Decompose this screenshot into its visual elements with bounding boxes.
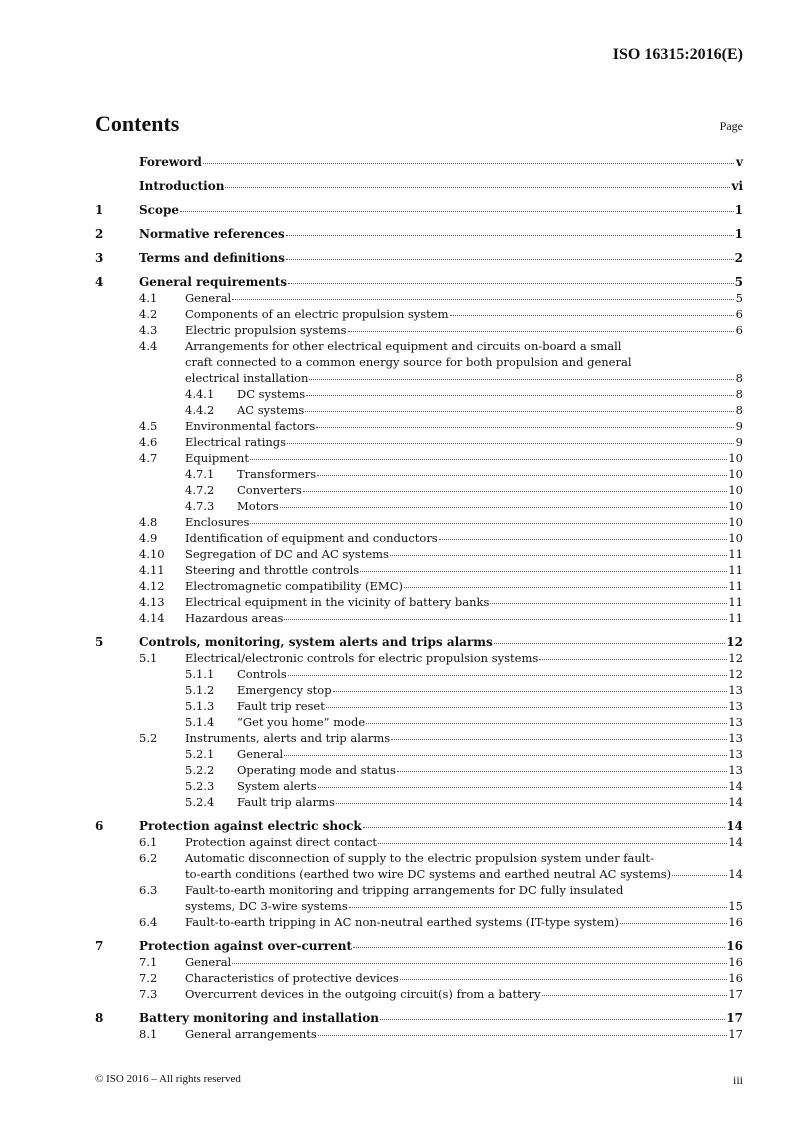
dot-leader xyxy=(542,994,728,996)
toc-entry-number: 4.4 xyxy=(139,339,158,353)
toc-entry-number: 4.12 xyxy=(139,579,165,593)
toc-entry[interactable] xyxy=(95,898,743,914)
toc-entry-title[interactable]: General arrangements xyxy=(185,1027,317,1041)
toc-entry-number: 6.1 xyxy=(139,835,158,849)
toc-entry-number: 8 xyxy=(95,1011,104,1025)
dot-leader xyxy=(309,378,734,380)
toc-entry-page: 11 xyxy=(728,563,743,577)
toc-entry-number: 6.4 xyxy=(139,915,158,929)
dot-leader xyxy=(633,363,734,364)
dot-leader xyxy=(622,347,734,348)
toc-entry[interactable] xyxy=(95,338,743,354)
page-number: iii xyxy=(732,1073,743,1087)
document-id: ISO 16315:2016(E) xyxy=(612,46,743,63)
dot-leader xyxy=(286,258,734,260)
toc-entry-page: v xyxy=(736,155,743,169)
toc-entry-title[interactable]: Controls xyxy=(237,667,287,681)
toc-entry-number: 7 xyxy=(95,939,104,953)
toc-entry-page: 11 xyxy=(728,547,743,561)
toc-entry-title[interactable]: Foreword xyxy=(139,155,202,169)
toc-entry[interactable] xyxy=(95,386,743,402)
dot-leader xyxy=(348,330,734,332)
toc-entry-page: 8 xyxy=(735,403,743,417)
toc-entry-title[interactable]: Battery monitoring and installation xyxy=(139,1011,379,1025)
toc-entry-title[interactable]: Characteristics of protective devices xyxy=(185,971,399,985)
toc-entry[interactable] xyxy=(95,370,743,386)
toc-entry-title[interactable]: System alerts xyxy=(237,779,317,793)
toc-entry-number: 5 xyxy=(95,635,104,649)
toc-entry[interactable] xyxy=(95,498,743,514)
copyright-notice: © ISO 2016 – All rights reserved xyxy=(95,1073,241,1085)
toc-entry[interactable] xyxy=(95,546,743,562)
toc-entry-page: 6 xyxy=(735,307,743,321)
toc-entry-number: 5.2.3 xyxy=(185,779,215,793)
toc-entry-number: 5.2 xyxy=(139,731,158,745)
toc-entry-page: 5 xyxy=(734,275,743,289)
dot-leader xyxy=(360,570,727,572)
toc-entry-page: 12 xyxy=(728,667,743,681)
toc-entry-page: vi xyxy=(731,179,743,193)
page-column-label: Page xyxy=(719,119,743,133)
toc-entry[interactable] xyxy=(95,274,743,290)
toc-entry-title[interactable]: Controls, monitoring, system alerts and trips alarms xyxy=(139,635,493,649)
dot-leader xyxy=(286,234,734,236)
toc-entry[interactable] xyxy=(95,402,743,418)
toc-entry-page: 13 xyxy=(728,763,743,777)
dot-leader xyxy=(180,210,734,212)
toc-entry-page: 17 xyxy=(726,1011,743,1025)
toc-entry-page: 5 xyxy=(735,291,743,305)
toc-entry[interactable] xyxy=(95,866,743,882)
dot-leader xyxy=(232,962,727,964)
toc-entry-page: 9 xyxy=(735,435,743,449)
toc-entry-title[interactable]: Normative references xyxy=(139,227,285,241)
dot-leader xyxy=(203,162,734,164)
toc-entry-page: 10 xyxy=(728,451,743,465)
toc-entry-number: 4.4.1 xyxy=(185,387,215,401)
toc-entry-title[interactable]: Fault-to-earth tripping in AC non-neutral earthed systems (IT-type system) xyxy=(185,915,619,929)
toc-entry-number: 5.2.2 xyxy=(185,763,215,777)
dot-leader xyxy=(284,618,727,620)
toc-entry[interactable] xyxy=(95,834,743,850)
toc-entry-page: 16 xyxy=(726,939,743,953)
toc-entry-title[interactable]: Instruments, alerts and trip alarms xyxy=(185,731,391,745)
toc-entry[interactable] xyxy=(95,1010,743,1026)
toc-entry-title[interactable]: DC systems xyxy=(237,387,306,401)
dot-leader xyxy=(494,642,726,644)
toc-entry-title[interactable]: Hazardous areas xyxy=(185,611,284,625)
toc-entry-page: 1 xyxy=(734,227,743,241)
toc-entry-page: 10 xyxy=(728,515,743,529)
toc-entry-page: 13 xyxy=(728,715,743,729)
dot-leader xyxy=(333,690,728,692)
toc-entry-title[interactable]: Protection against electric shock xyxy=(139,819,362,833)
toc-entry-title[interactable]: Operating mode and status xyxy=(237,763,396,777)
toc-entry[interactable] xyxy=(95,954,743,970)
toc-entry-title[interactable]: systems, DC 3-wire systems xyxy=(185,899,348,913)
dot-leader xyxy=(316,426,734,428)
toc-entry-number: 5.1.3 xyxy=(185,699,215,713)
toc-entry[interactable] xyxy=(95,634,743,650)
dot-leader xyxy=(232,298,734,300)
dot-leader xyxy=(391,738,727,740)
dot-leader xyxy=(353,946,725,948)
dot-leader xyxy=(439,538,728,540)
toc-entry-page: 14 xyxy=(726,819,743,833)
toc-entry[interactable] xyxy=(95,778,743,794)
toc-entry[interactable] xyxy=(95,466,743,482)
toc-entry-number: 7.2 xyxy=(139,971,158,985)
toc-entry-title[interactable]: Protection against direct contact xyxy=(185,835,378,849)
toc-entry-page: 14 xyxy=(728,835,743,849)
dot-leader xyxy=(280,506,728,508)
toc-entry-number: 5.1 xyxy=(139,651,158,665)
toc-entry-title[interactable]: AC systems xyxy=(237,403,305,417)
toc-entry-title[interactable]: Fault trip reset xyxy=(237,699,325,713)
toc-entry-number: 5.2.1 xyxy=(185,747,215,761)
toc-entry[interactable] xyxy=(95,986,743,1002)
toc-entry-page: 16 xyxy=(728,971,743,985)
toc-entry-number: 4.9 xyxy=(139,531,158,545)
dot-leader xyxy=(672,874,727,876)
toc-entry-number: 4.10 xyxy=(139,547,165,561)
toc-entry-number: 1 xyxy=(95,203,104,217)
toc-entry[interactable] xyxy=(95,450,743,466)
toc-entry[interactable] xyxy=(95,850,743,866)
toc-entry-page: 16 xyxy=(728,915,743,929)
toc-entry[interactable] xyxy=(95,914,743,930)
toc-entry[interactable] xyxy=(95,178,743,194)
toc-entry-title[interactable]: electrical installation xyxy=(185,371,309,385)
toc-entry-number: 4.14 xyxy=(139,611,165,625)
toc-entry[interactable] xyxy=(95,762,743,778)
toc-entry[interactable] xyxy=(95,714,743,730)
toc-entry[interactable] xyxy=(95,202,743,218)
toc-entry[interactable] xyxy=(95,290,743,306)
toc-entry-title[interactable]: Fault-to-earth monitoring and tripping arrangements for DC fully insulated xyxy=(185,883,624,897)
toc-entry-number: 4.5 xyxy=(139,419,158,433)
toc-entry[interactable] xyxy=(95,818,743,834)
toc-entry[interactable] xyxy=(95,794,743,810)
toc-entry-page: 6 xyxy=(735,323,743,337)
toc-entry-title[interactable]: General xyxy=(185,955,232,969)
toc-entry-title[interactable]: Electrical/electronic controls for electric propulsion systems xyxy=(185,651,539,665)
toc-entry-number: 5.1.1 xyxy=(185,667,215,681)
toc-entry[interactable] xyxy=(95,666,743,682)
toc-entry[interactable] xyxy=(95,882,743,898)
toc-entry-page: 1 xyxy=(734,203,743,217)
toc-entry-title[interactable]: Converters xyxy=(237,483,302,497)
toc-entry[interactable] xyxy=(95,226,743,242)
toc-entry-page: 16 xyxy=(728,955,743,969)
toc-entry-title[interactable]: Introduction xyxy=(139,179,225,193)
toc-entry-page: 17 xyxy=(728,987,743,1001)
dot-leader xyxy=(317,474,727,476)
toc-entry-number: 4.7.2 xyxy=(185,483,215,497)
toc-entry[interactable] xyxy=(95,154,743,170)
toc-entry-page: 11 xyxy=(728,579,743,593)
dot-leader xyxy=(326,706,727,708)
toc-entry[interactable] xyxy=(95,746,743,762)
toc-entry-page: 13 xyxy=(728,731,743,745)
dot-leader xyxy=(655,859,734,860)
toc-entry-number: 7.1 xyxy=(139,955,158,969)
dot-leader xyxy=(400,978,727,980)
dot-leader xyxy=(305,410,734,412)
toc-entry[interactable] xyxy=(95,730,743,746)
toc-entry-page: 15 xyxy=(728,899,743,913)
toc-entry-number: 4.7 xyxy=(139,451,158,465)
toc-entry-number: 6.2 xyxy=(139,851,158,865)
toc-entry-title[interactable]: Equipment xyxy=(185,451,249,465)
toc-entry-title[interactable]: Overcurrent devices in the outgoing circuit(s) from a battery xyxy=(185,987,541,1001)
dot-leader xyxy=(250,522,727,524)
toc-entry-number: 4.7.1 xyxy=(185,467,215,481)
toc-entry-page: 13 xyxy=(728,747,743,761)
toc-entry[interactable] xyxy=(95,306,743,322)
toc-entry[interactable] xyxy=(95,562,743,578)
toc-entry-title[interactable]: Enclosures xyxy=(185,515,250,529)
toc-entry-number: 3 xyxy=(95,251,104,265)
toc-entry[interactable] xyxy=(95,698,743,714)
toc-entry[interactable] xyxy=(95,970,743,986)
dot-leader xyxy=(539,658,727,660)
toc-entry[interactable] xyxy=(95,682,743,698)
toc-entry-page: 14 xyxy=(728,867,743,881)
toc-entry-page: 9 xyxy=(735,419,743,433)
toc-entry-title[interactable]: Electromagnetic compatibility (EMC) xyxy=(185,579,403,593)
toc-entry-number: 4.1 xyxy=(139,291,158,305)
toc-entry-number: 4.3 xyxy=(139,323,158,337)
dot-leader xyxy=(366,722,727,724)
toc-entry-number: 6 xyxy=(95,819,104,833)
table-of-contents xyxy=(95,154,743,1042)
dot-leader xyxy=(288,282,734,284)
toc-entry-page: 12 xyxy=(726,635,743,649)
toc-entry-title[interactable]: Fault trip alarms xyxy=(237,795,335,809)
toc-entry-number: 4.6 xyxy=(139,435,158,449)
toc-entry-title[interactable]: Emergency stop xyxy=(237,683,332,697)
toc-entry-number: 4 xyxy=(95,275,104,289)
toc-entry-page: 17 xyxy=(728,1027,743,1041)
toc-entry-number: 8.1 xyxy=(139,1027,158,1041)
dot-leader xyxy=(380,1018,725,1020)
toc-entry[interactable] xyxy=(95,1026,743,1042)
toc-entry-page: 13 xyxy=(728,683,743,697)
toc-entry-title[interactable]: Identification of equipment and conductors xyxy=(185,531,438,545)
toc-entry[interactable] xyxy=(95,434,743,450)
toc-entry-title[interactable]: Scope xyxy=(139,203,180,217)
toc-entry-title[interactable]: Segregation of DC and AC systems xyxy=(185,547,389,561)
toc-entry-title[interactable]: General xyxy=(185,291,232,305)
dot-leader xyxy=(318,1034,728,1036)
toc-entry[interactable] xyxy=(95,354,743,370)
toc-entry-page: 2 xyxy=(734,251,743,265)
toc-entry-title[interactable]: Arrangements for other electrical equipment and circuits on-board a small xyxy=(185,339,622,353)
toc-entry-page: 14 xyxy=(728,795,743,809)
toc-entry-number: 5.1.2 xyxy=(185,683,215,697)
dot-leader xyxy=(336,802,727,804)
toc-entry-page: 10 xyxy=(728,531,743,545)
toc-entry-title[interactable]: Terms and definitions xyxy=(139,251,285,265)
toc-entry[interactable] xyxy=(95,610,743,626)
contents-heading: Contents xyxy=(95,111,180,136)
toc-entry[interactable] xyxy=(95,418,743,434)
toc-entry[interactable] xyxy=(95,482,743,498)
toc-entry-title[interactable]: Electrical equipment in the vicinity of battery banks xyxy=(185,595,490,609)
toc-entry-number: 4.4.2 xyxy=(185,403,215,417)
toc-entry-number: 4.11 xyxy=(139,563,165,577)
dot-leader xyxy=(306,394,734,396)
toc-entry[interactable] xyxy=(95,594,743,610)
toc-entry-number: 4.8 xyxy=(139,515,158,529)
toc-entry-title[interactable]: Electric propulsion systems xyxy=(185,323,347,337)
toc-entry-title[interactable]: “Get you home” mode xyxy=(237,715,366,729)
toc-entry-title[interactable]: Environmental factors xyxy=(185,419,316,433)
dot-leader xyxy=(288,674,728,676)
toc-entry-title[interactable]: Components of an electric propulsion system xyxy=(185,307,449,321)
toc-entry[interactable] xyxy=(95,530,743,546)
toc-entry[interactable] xyxy=(95,250,743,266)
dot-leader xyxy=(450,314,734,316)
toc-entry-number: 7.3 xyxy=(139,987,158,1001)
toc-entry-title[interactable]: Steering and throttle controls xyxy=(185,563,360,577)
toc-entry-number: 4.13 xyxy=(139,595,165,609)
toc-entry-number: 5.1.4 xyxy=(185,715,215,729)
dot-leader xyxy=(250,458,727,460)
toc-entry-number: 2 xyxy=(95,227,104,241)
dot-leader xyxy=(349,906,728,908)
dot-leader xyxy=(318,786,728,788)
dot-leader xyxy=(624,891,734,892)
dot-leader xyxy=(287,442,734,444)
dot-leader xyxy=(303,490,728,492)
toc-entry-page: 10 xyxy=(728,467,743,481)
toc-entry-page: 8 xyxy=(735,371,743,385)
toc-entry-title[interactable]: craft connected to a common energy source for both propulsion and general xyxy=(185,355,632,369)
toc-entry-page: 12 xyxy=(728,651,743,665)
toc-entry-page: 8 xyxy=(735,387,743,401)
toc-entry[interactable] xyxy=(95,578,743,594)
toc-entry-number: 6.3 xyxy=(139,883,158,897)
toc-entry-title[interactable]: General xyxy=(237,747,284,761)
toc-entry-title[interactable]: General requirements xyxy=(139,275,288,289)
toc-entry[interactable] xyxy=(95,650,743,666)
dot-leader xyxy=(620,922,727,924)
toc-entry-number: 5.2.4 xyxy=(185,795,215,809)
toc-entry-page: 14 xyxy=(728,779,743,793)
toc-entry-title[interactable]: Automatic disconnection of supply to the electric propulsion system under fault- xyxy=(185,851,654,865)
toc-entry-title[interactable]: Motors xyxy=(237,499,279,513)
dot-leader xyxy=(225,186,730,188)
dot-leader xyxy=(490,602,727,604)
dot-leader xyxy=(378,842,727,844)
dot-leader xyxy=(284,754,727,756)
dot-leader xyxy=(390,554,727,556)
toc-entry-title[interactable]: to-earth conditions (earthed two wire DC systems and earthed neutral AC systems) xyxy=(185,867,672,881)
toc-entry-page: 13 xyxy=(728,699,743,713)
toc-entry-number: 4.2 xyxy=(139,307,158,321)
toc-entry[interactable] xyxy=(95,514,743,530)
toc-entry-title[interactable]: Protection against over-current xyxy=(139,939,353,953)
toc-entry[interactable] xyxy=(95,322,743,338)
toc-entry[interactable] xyxy=(95,938,743,954)
toc-entry-page: 10 xyxy=(728,483,743,497)
toc-entry-number: 4.7.3 xyxy=(185,499,215,513)
toc-entry-title[interactable]: Transformers xyxy=(237,467,317,481)
toc-entry-page: 11 xyxy=(728,595,743,609)
toc-entry-page: 10 xyxy=(728,499,743,513)
toc-entry-page: 11 xyxy=(728,611,743,625)
dot-leader xyxy=(363,826,726,828)
dot-leader xyxy=(397,770,727,772)
dot-leader xyxy=(404,586,727,588)
toc-entry-title[interactable]: Electrical ratings xyxy=(185,435,287,449)
